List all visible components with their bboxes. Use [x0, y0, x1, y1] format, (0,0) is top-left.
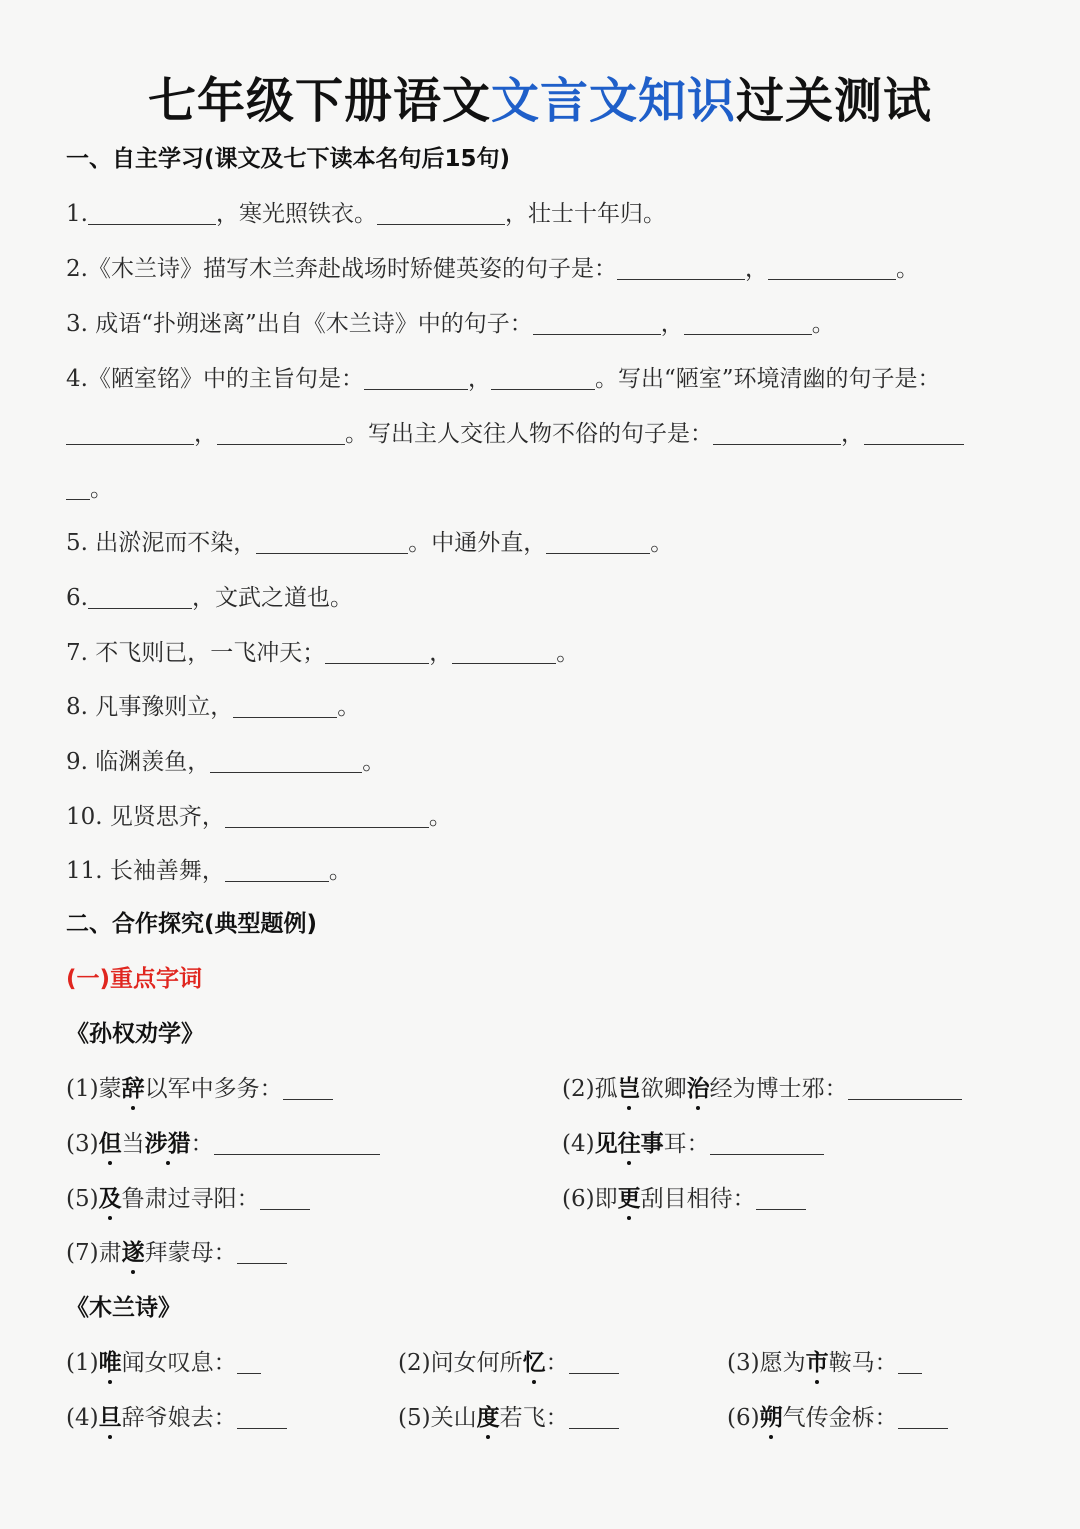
question-9: [66, 743, 385, 776]
book2-item-3: [727, 1344, 922, 1377]
answer-blank[interactable]: [283, 1077, 333, 1100]
answer-blank[interactable]: [256, 531, 408, 554]
question-10: [66, 798, 452, 831]
q2-sep: ，: [744, 256, 768, 282]
book1-title: 《孙权劝学》: [66, 1021, 204, 1047]
question-7: [66, 634, 579, 667]
item-text: ：: [545, 1350, 569, 1376]
emphasized-char: 及: [98, 1185, 122, 1212]
question-4-end: [66, 470, 113, 503]
book1-item-5: [66, 1180, 310, 1213]
q7-end: 。: [556, 640, 580, 666]
section2-subheading: (一)重点字词: [66, 966, 203, 992]
title-part3: 过关测试: [736, 73, 933, 129]
emphasized-char: 见往事: [594, 1130, 664, 1157]
answer-blank[interactable]: [237, 1241, 287, 1264]
answer-blank[interactable]: [617, 257, 745, 280]
answer-blank[interactable]: [66, 422, 194, 445]
q3-end: 。: [811, 311, 835, 337]
book1-item-3: [66, 1125, 380, 1158]
item-text: (6): [727, 1405, 760, 1431]
item-text: 辞爷娘去：: [121, 1405, 237, 1431]
q4-sep: ，: [467, 366, 491, 392]
answer-blank[interactable]: [768, 257, 896, 280]
q7-sep: ，: [429, 640, 453, 666]
answer-blank[interactable]: [533, 312, 661, 335]
item-text: 当: [121, 1131, 145, 1157]
book2-item-4: [66, 1399, 287, 1432]
title-part1: 七年级下册语文: [147, 73, 491, 129]
book1-item-4: [562, 1125, 824, 1158]
emphasized-char: 治: [686, 1075, 710, 1102]
answer-blank[interactable]: [569, 1406, 619, 1429]
answer-blank[interactable]: [864, 422, 964, 445]
q3-sep: ，: [660, 311, 684, 337]
item-text: (6)即: [562, 1186, 618, 1212]
answer-blank[interactable]: [364, 367, 468, 390]
item-text: (5)关山: [398, 1405, 477, 1431]
item-text: (5): [66, 1186, 99, 1212]
answer-blank[interactable]: [452, 641, 556, 664]
title-highlight: 文言文知识: [490, 73, 736, 129]
answer-blank[interactable]: [848, 1077, 962, 1100]
question-2: [66, 250, 919, 283]
book2-title: 《木兰诗》: [66, 1295, 181, 1321]
answer-blank[interactable]: [756, 1187, 806, 1210]
q8-text: 8. 凡事豫则立，: [66, 694, 234, 720]
q2-end: 。: [895, 256, 919, 282]
emphasized-char: 朔: [759, 1404, 783, 1431]
question-4-cont: [66, 415, 964, 448]
answer-blank[interactable]: [214, 1132, 380, 1155]
item-text: 刮目相待：: [640, 1186, 756, 1212]
emphasized-char: 旦: [98, 1404, 122, 1431]
q11-end: 。: [328, 858, 352, 884]
item-text: 耳：: [663, 1131, 710, 1157]
question-5: [66, 524, 673, 557]
q5-text2: 。中通外直，: [408, 530, 547, 556]
item-text: 若飞：: [499, 1405, 569, 1431]
q4-sep: ，: [841, 421, 864, 447]
emphasized-char: 岂: [617, 1075, 641, 1102]
emphasized-char: 但: [98, 1130, 122, 1157]
answer-blank[interactable]: [210, 750, 362, 773]
item-text: (4): [562, 1131, 595, 1157]
page-title: [0, 62, 1080, 131]
answer-blank[interactable]: [898, 1406, 948, 1429]
question-4: [66, 360, 940, 393]
answer-blank[interactable]: [233, 695, 337, 718]
q6-text1: ，文武之道也。: [191, 585, 353, 611]
emphasized-char: 度: [476, 1404, 500, 1431]
q6-num: 6.: [66, 585, 88, 611]
item-text: 气传金柝：: [782, 1405, 898, 1431]
item-text: 鲁肃过寻阳：: [121, 1186, 260, 1212]
emphasized-char: 涉猎: [144, 1130, 191, 1157]
q4-text: 4.《陋室铭》中的主旨句是：: [66, 366, 364, 392]
item-text: 经为博士邪：: [709, 1076, 848, 1102]
answer-blank[interactable]: [237, 1406, 287, 1429]
item-text: (3): [66, 1131, 99, 1157]
item-text: 拜蒙母：: [144, 1240, 237, 1266]
q5-text: 5. 出淤泥而不染，: [66, 530, 257, 556]
answer-blank[interactable]: [569, 1351, 619, 1374]
book1-item-1: [66, 1070, 333, 1103]
q10-end: 。: [428, 804, 452, 830]
q4-sep: ，: [194, 421, 217, 447]
q1-text1: ，寒光照铁衣。: [215, 201, 377, 227]
q10-text: 10. 见贤思齐，: [66, 804, 225, 830]
item-text: (4): [66, 1405, 99, 1431]
emphasized-char: 唯: [98, 1349, 122, 1376]
book1-item-2: [562, 1070, 962, 1103]
emphasized-char: 更: [617, 1185, 641, 1212]
item-text: 欲卿: [640, 1076, 687, 1102]
q4-text2: 。写出“陋室”环境清幽的句子是：: [594, 366, 941, 392]
q8-end: 。: [337, 694, 361, 720]
section2-heading: 二、合作探究(典型题例): [66, 911, 318, 937]
emphasized-char: 忆: [522, 1349, 546, 1376]
q4-end: 。: [90, 476, 113, 502]
question-3: [66, 305, 835, 338]
item-text: (7)肃: [66, 1240, 122, 1266]
answer-blank[interactable]: [225, 805, 429, 828]
emphasized-char: 市: [805, 1349, 829, 1376]
item-text: ：: [190, 1131, 214, 1157]
emphasized-char: 遂: [121, 1239, 145, 1266]
book1-item-6: [562, 1180, 806, 1213]
answer-blank[interactable]: [491, 367, 595, 390]
item-text: (3)愿为: [727, 1350, 806, 1376]
answer-blank[interactable]: [225, 859, 329, 882]
q9-end: 。: [362, 749, 386, 775]
q11-text: 11. 长袖善舞，: [66, 858, 225, 884]
answer-blank[interactable]: [237, 1351, 261, 1374]
section1-heading: 一、自主学习(课文及七下读本名句后15句): [66, 146, 511, 172]
q9-text: 9. 临渊羡鱼，: [66, 749, 211, 775]
answer-blank[interactable]: [325, 641, 429, 664]
question-6: [66, 579, 353, 612]
q2-text: 2.《木兰诗》描写木兰奔赴战场时矫健英姿的句子是：: [66, 256, 617, 282]
emphasized-char: 辞: [121, 1075, 145, 1102]
item-text: 以军中多务：: [144, 1076, 283, 1102]
book2-item-2: [398, 1344, 619, 1377]
q3-text: 3. 成语“扑朔迷离”出自《木兰诗》中的句子：: [66, 311, 533, 337]
question-1: [66, 195, 666, 228]
question-8: [66, 688, 360, 721]
book2-item-6: [727, 1399, 948, 1432]
answer-blank[interactable]: [260, 1187, 310, 1210]
q7-text: 7. 不飞则已，一飞冲天；: [66, 640, 326, 666]
book2-item-5: [398, 1399, 619, 1432]
book2-item-1: [66, 1344, 261, 1377]
item-text: (2)孤: [562, 1076, 618, 1102]
answer-blank[interactable]: [713, 422, 841, 445]
answer-blank[interactable]: [66, 477, 90, 500]
answer-blank[interactable]: [710, 1132, 824, 1155]
answer-blank[interactable]: [377, 202, 505, 225]
answer-blank[interactable]: [88, 586, 192, 609]
q5-end: 。: [650, 530, 674, 556]
book1-item-7: [66, 1234, 287, 1267]
answer-blank[interactable]: [684, 312, 812, 335]
item-text: (1): [66, 1350, 99, 1376]
item-text: 鞍马：: [828, 1350, 898, 1376]
answer-blank[interactable]: [88, 202, 216, 225]
item-text: (2)问女何所: [398, 1350, 523, 1376]
q1-num: 1.: [66, 201, 88, 227]
question-11: [66, 852, 352, 885]
answer-blank[interactable]: [898, 1351, 922, 1374]
item-text: 闻女叹息：: [121, 1350, 237, 1376]
answer-blank[interactable]: [546, 531, 650, 554]
q4-text3: 。写出主人交往人物不俗的句子是：: [345, 421, 713, 447]
answer-blank[interactable]: [217, 422, 345, 445]
item-text: (1)蒙: [66, 1076, 122, 1102]
q1-text2: ，壮士十年归。: [504, 201, 666, 227]
